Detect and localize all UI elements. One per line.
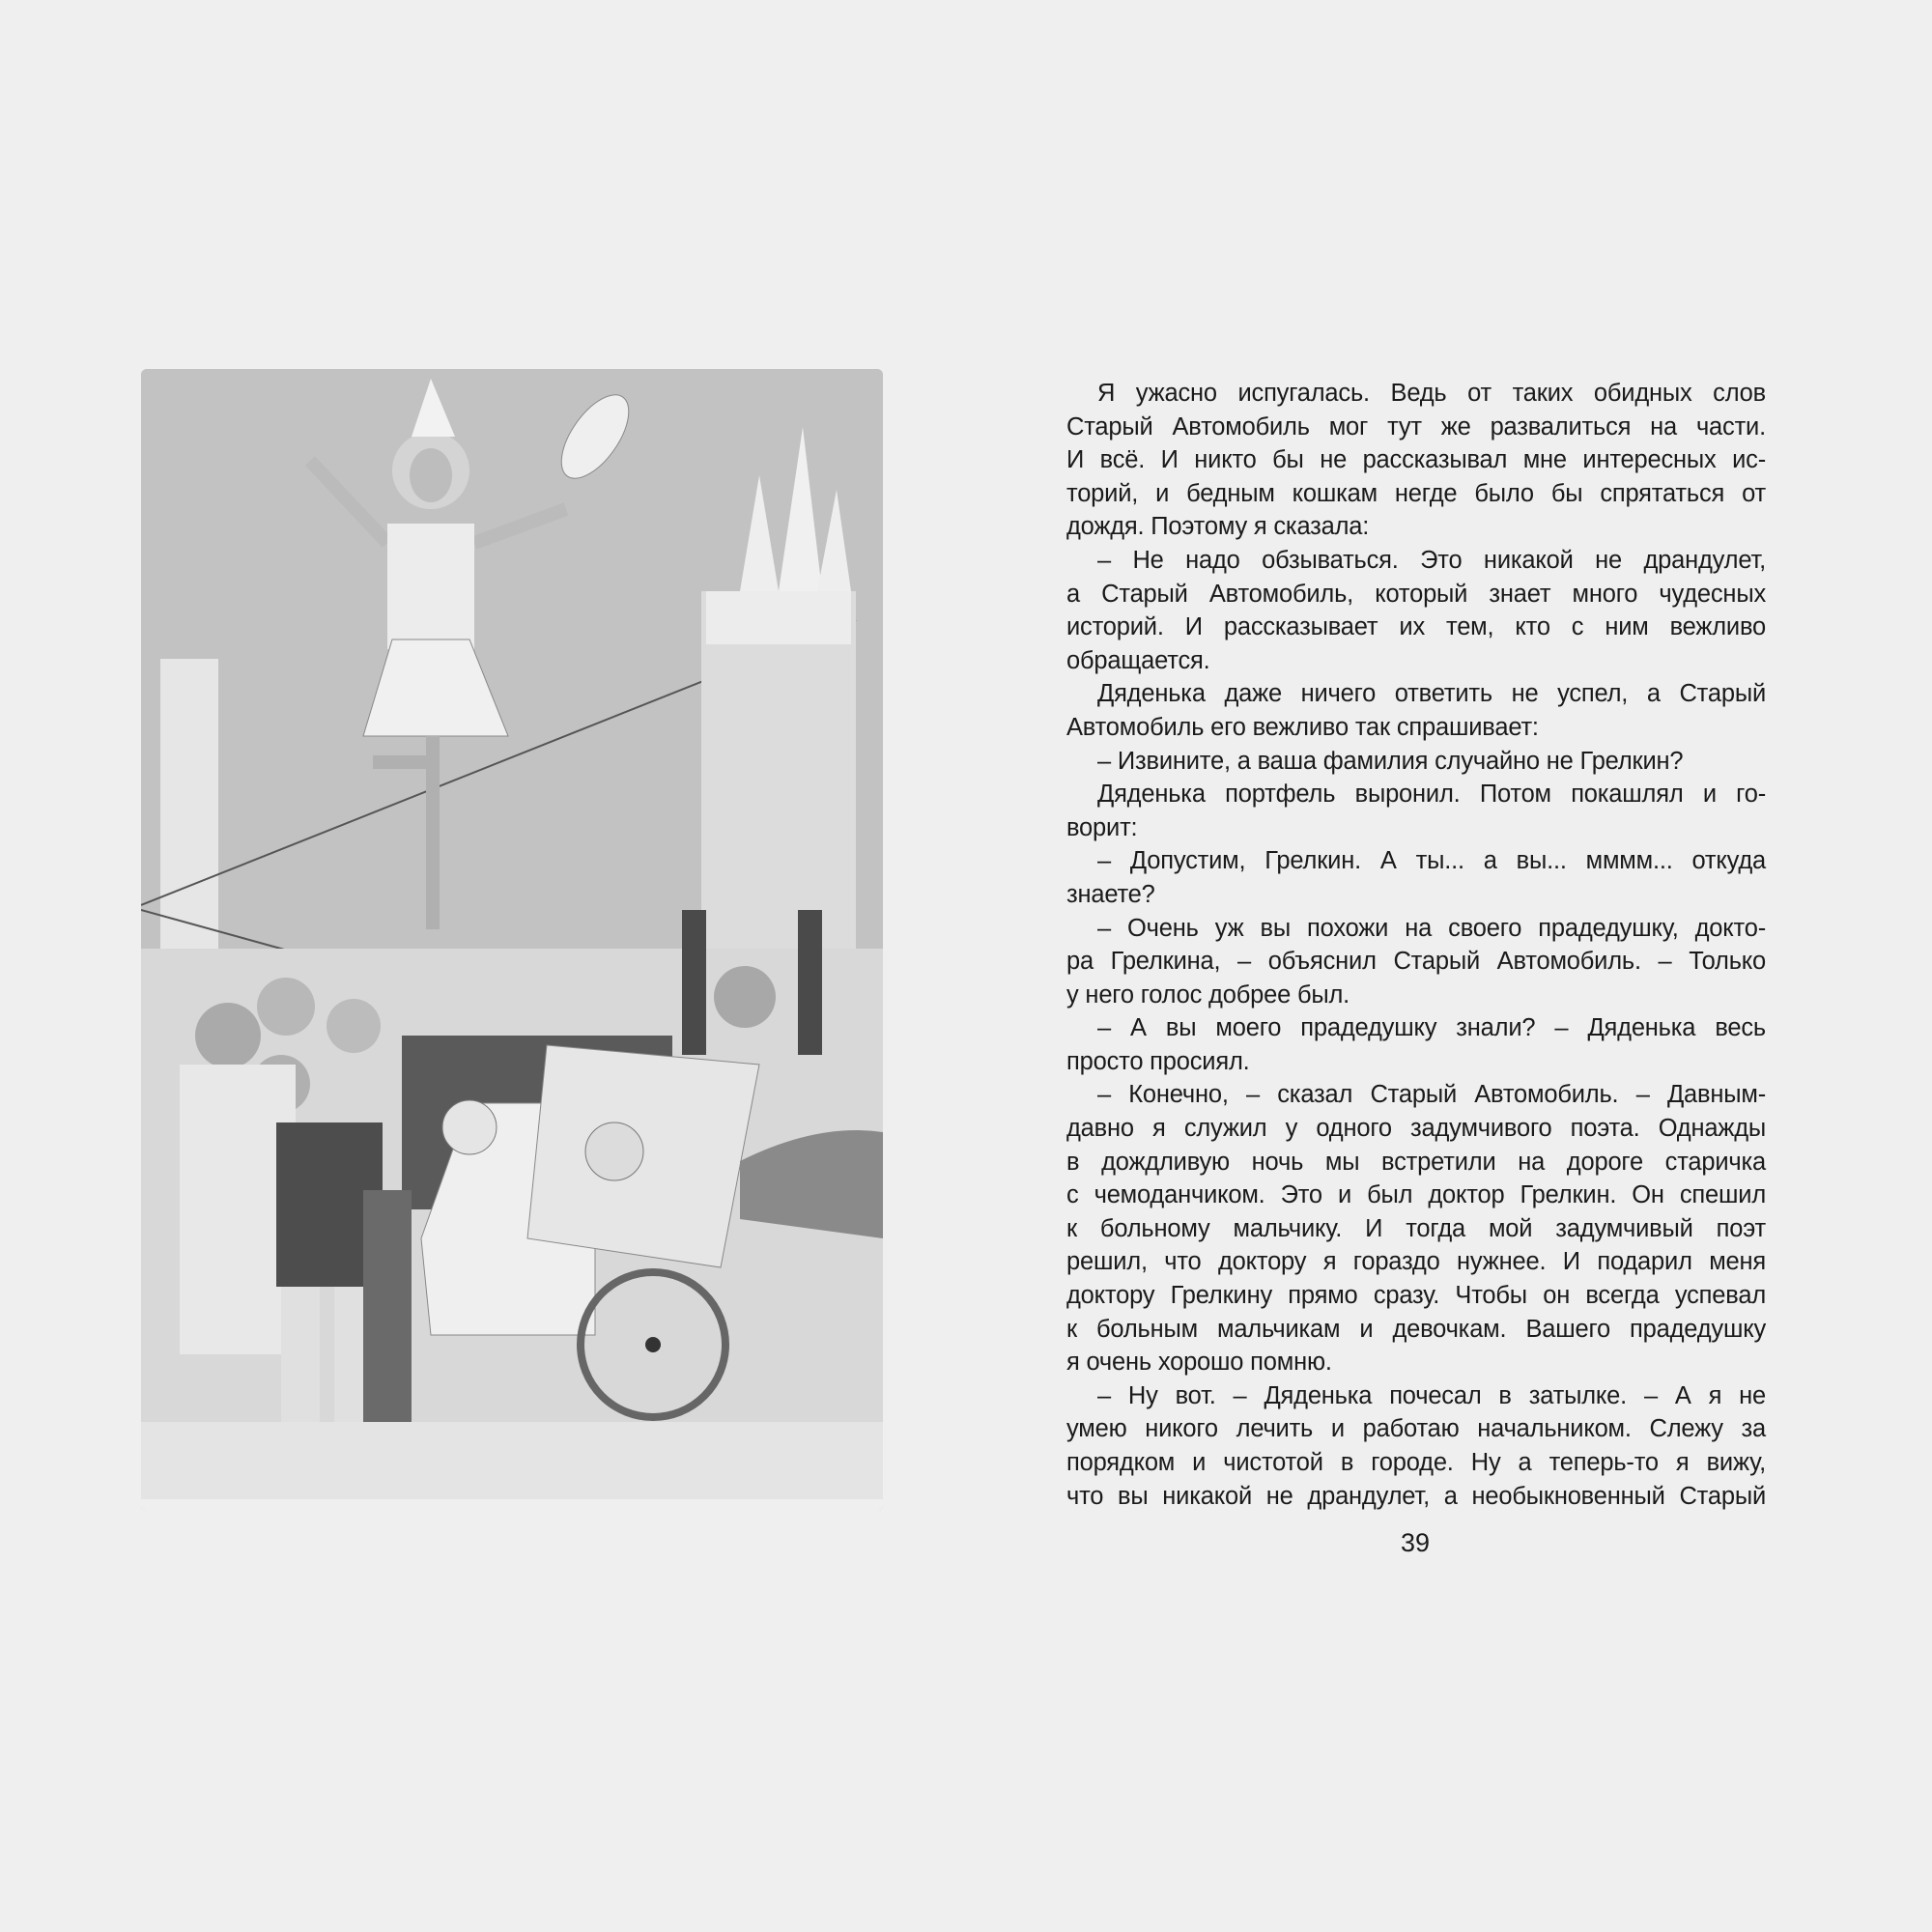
text-line: просто просиял. (1066, 1047, 1250, 1075)
page-number: 39 (1400, 1528, 1431, 1557)
text-line: Автомобиль его вежливо так спрашивает: (1066, 713, 1539, 741)
text-line: И всё. И никто бы не рассказывал мне интересных ис- (1066, 446, 1766, 474)
text-line: знаете? (1066, 880, 1155, 908)
text-line: порядком и чистотой в городе. Ну а теперь-то я вижу, (1066, 1449, 1766, 1476)
ballerina-automobile-illustration (141, 369, 883, 1511)
book-illustration (141, 369, 883, 1511)
text-line: а Старый Автомобиль, который знает много чудесных (1066, 580, 1766, 608)
text-line: – Извините, а ваша фамилия случайно не Грелкин? (1097, 747, 1684, 775)
text-line: – А вы моего прадедушку знали? – Дяденька весь (1097, 1014, 1766, 1042)
text-line: к больному мальчику. И тогда мой задумчивый поэт (1066, 1214, 1766, 1242)
text-line: – Очень уж вы похожи на своего прадедушку, докто- (1097, 914, 1766, 942)
text-line: у него голос добрее был. (1066, 980, 1350, 1009)
text-line: – Ну вот. – Дяденька почесал в затылке. – А я не (1097, 1381, 1766, 1409)
text-line: – Не надо обзываться. Это никакой не драндулет, (1097, 546, 1766, 574)
text-line: – Конечно, – сказал Старый Автомобиль. – Давным- (1097, 1081, 1766, 1109)
text-line: умею никого лечить и работаю начальником. Слежу за (1066, 1415, 1766, 1443)
text-line: Я ужасно испугалась. Ведь от таких обидных слов (1097, 380, 1766, 407)
text-line: что вы никакой не драндулет, а необыкновенный Старый (1066, 1482, 1766, 1510)
text-line: к больным мальчикам и девочкам. Вашего прадедушку (1066, 1315, 1766, 1343)
text-line: Старый Автомобиль мог тут же развалиться на части. (1066, 412, 1766, 440)
text-line: дождя. Поэтому я сказала: (1066, 513, 1370, 541)
text-line: доктору Грелкину прямо сразу. Чтобы он всегда успевал (1066, 1282, 1766, 1310)
text-line: решил, что доктору я гораздо нужнее. И подарил меня (1066, 1248, 1766, 1276)
text-line: историй. И рассказывает их тем, кто с ним вежливо (1066, 613, 1766, 641)
text-line: я очень хорошо помню. (1066, 1349, 1332, 1377)
text-line: в дождливую ночь мы встретили на дороге старичка (1066, 1148, 1766, 1176)
text-line: Дяденька портфель выронил. Потом покашлял и го- (1097, 781, 1766, 809)
text-line: давно я служил у одного задумчивого поэта. Однажды (1066, 1115, 1766, 1143)
text-line: обращается. (1066, 646, 1210, 674)
text-line: с чемоданчиком. Это и был доктор Грелкин. Он спешил (1066, 1181, 1766, 1209)
text-line: Дяденька даже ничего ответить не успел, а Старый (1097, 680, 1766, 708)
text-line: торий, и бедным кошкам негде было бы спрятаться от (1066, 479, 1766, 507)
body-text (1066, 377, 1766, 1513)
text-line: ворит: (1066, 813, 1138, 841)
text-line: ра Грелкина, – объяснил Старый Автомобиль. – Только (1066, 948, 1766, 976)
text-line: – Допустим, Грелкин. А ты... а вы... мммм... откуда (1097, 847, 1766, 875)
